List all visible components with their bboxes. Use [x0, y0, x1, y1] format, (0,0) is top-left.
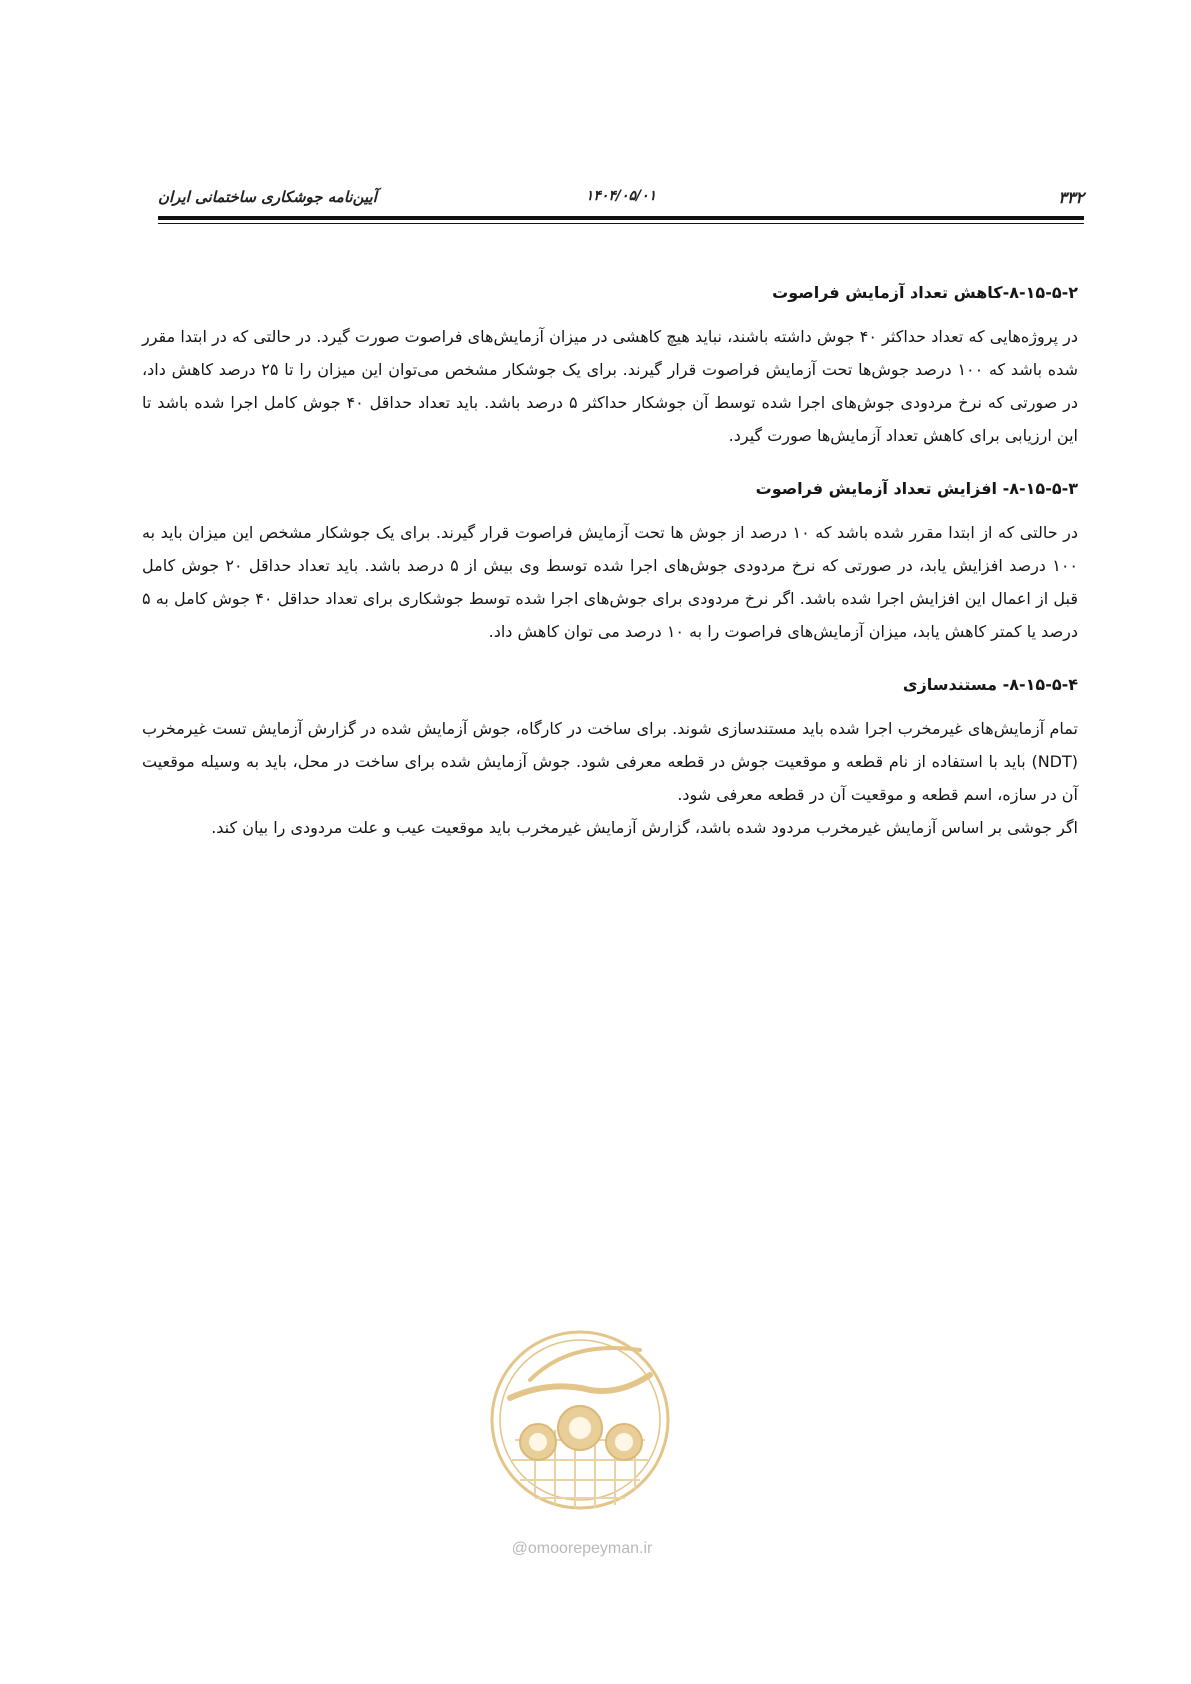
page-header — [158, 188, 1084, 212]
page-number: ۳۳۲ — [1058, 188, 1084, 207]
header-date: ۱۴۰۴/۰۵/۰۱ — [585, 188, 657, 204]
watermark-caption: @omoorepeyman.ir — [511, 1540, 653, 1557]
section-heading: ۸-۱۵-۵-۳- افزایش تعداد آزمایش فراصوت — [755, 479, 1078, 498]
section-heading: ۸-۱۵-۵-۲-کاهش تعداد آزمایش فراصوت — [772, 283, 1078, 302]
section-documentation — [142, 670, 1078, 844]
section-ut-reduction — [142, 278, 1078, 452]
header-rule-thick — [158, 216, 1084, 220]
header-title: آیین‌نامه جوشکاری ساختمانی ایران — [158, 188, 377, 206]
watermark-logo — [490, 1320, 670, 1520]
paragraph: تمام آزمایش‌های غیرمخرب اجرا شده باید مستندسازی شوند. برای ساخت در کارگاه، جوش آزمایش شده در گزارش آزمایش تست غیرمخرب (NDT) باید با استفاده از نام قطعه و موقعیت جوش در قطعه معرفی شود. جوش آزمایش شده برای ساخت در محل، باید به وسیله موقعیت آن در سازه، اسم قطعه و موقعیت آن در قطعه معرفی شود. — [142, 719, 1078, 804]
paragraph: اگر جوشی بر اساس آزمایش غیرمخرب مردود شده باشد، گزارش آزمایش غیرمخرب باید موقعیت عیب و علت مردودی را بیان کند. — [211, 818, 1078, 837]
header-rule-thin — [158, 223, 1084, 224]
watermark-logo-graphic — [490, 1320, 670, 1520]
document-body — [142, 278, 1078, 866]
section-heading: ۸-۱۵-۵-۴- مستندسازی — [902, 675, 1078, 694]
section-ut-increase — [142, 474, 1078, 648]
paragraph: در پروژه‌هایی که تعداد حداکثر ۴۰ جوش داشته باشند، نباید هیچ کاهشی در میزان آزمایش‌های فراصوت صورت گیرد. در حالتی که در ابتدا مقرر شده باشد که ۱۰۰ درصد جوش‌ها تحت آزمایش فراصوت قرار گیرند. برای یک جوشکار مشخص می‌توان این میزان را تا ۲۵ درصد کاهش داد، در صورتی که نرخ مردودی جوش‌های اجرا شده توسط آن جوشکار حداکثر ۵ درصد باشد. باید تعداد حداقل ۴۰ جوش کامل اجرا شده باشد تا این ارزیابی برای کاهش تعداد آزمایش‌ها صورت گیرد. — [142, 327, 1079, 445]
paragraph: در حالتی که از ابتدا مقرر شده باشد که ۱۰ درصد از جوش ها تحت آزمایش فراصوت قرار گیرند. برای یک جوشکار مشخص این میزان باید به ۱۰۰ درصد افزایش یابد، در صورتی که نرخ مردودی جوش‌های اجرا شده توسط وی بیش از ۵ درصد باشد. باید تعداد حداقل ۲۰ جوش کامل قبل از اعمال این افزایش اجرا شده باشد. اگر نرخ مردودی برای جوش‌های اجرا شده توسط جوشکاری برای تعداد حداقل ۴۰ جوش کامل به ۵ درصد یا کمتر کاهش یابد، میزان آزمایش‌های فراصوت را به ۱۰ درصد می توان کاهش داد. — [142, 523, 1078, 641]
